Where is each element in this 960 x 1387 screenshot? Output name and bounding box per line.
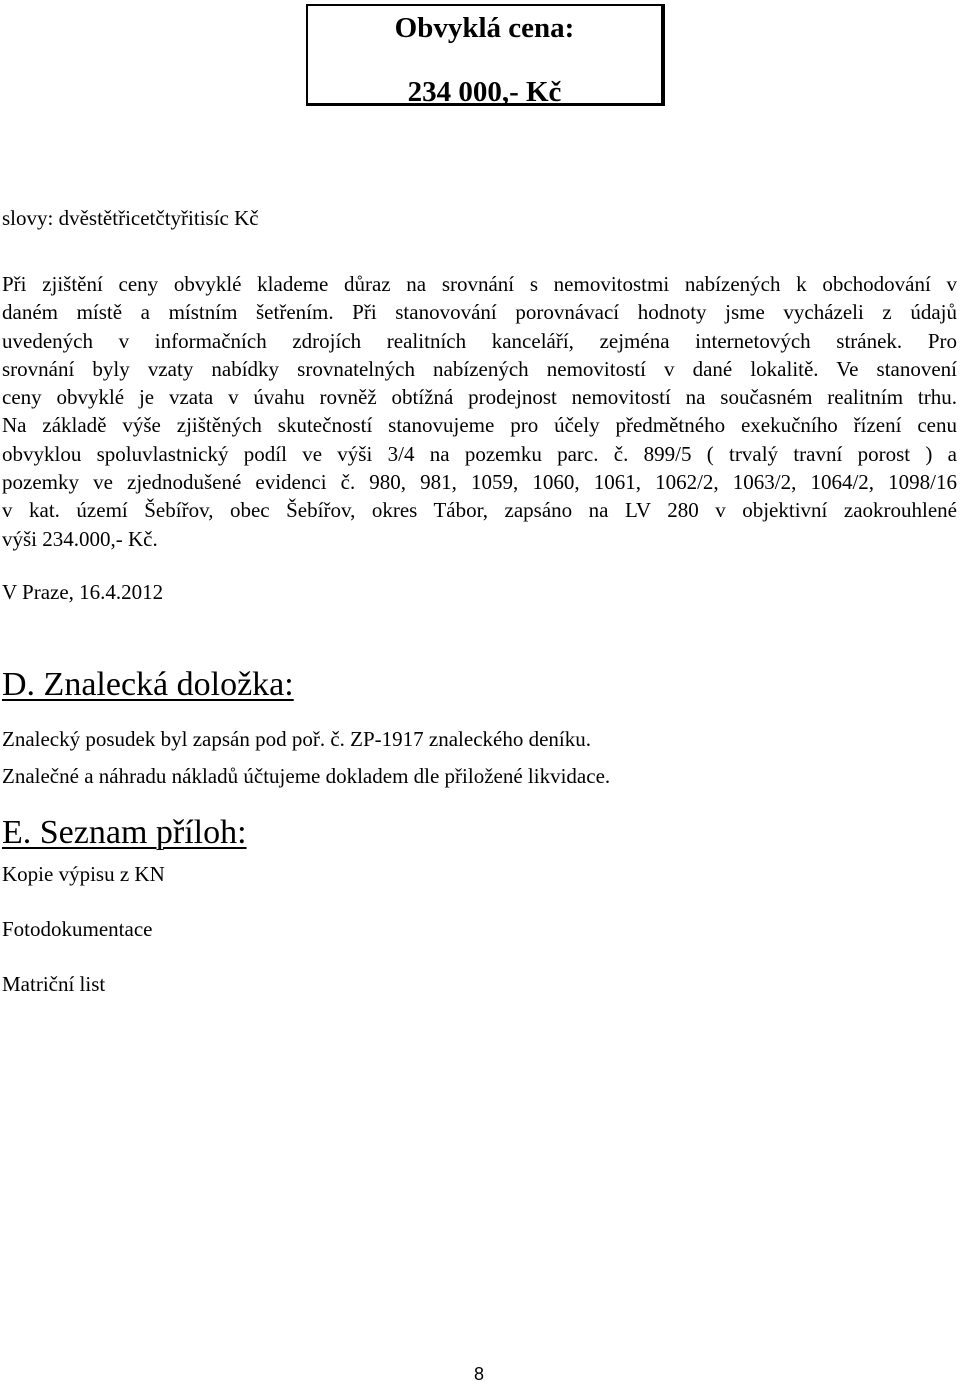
paragraph-line: uvedených v informačních zdrojích realitních kanceláří, zejména internetových stránek. Pro [2, 328, 957, 353]
section-d-line-2: Znalečné a náhradu nákladů účtujeme dokladem dle přiložené likvidace. [2, 764, 611, 788]
price-in-words: slovy: dvěstětřicetčtyřitisíc Kč [2, 206, 259, 230]
paragraph-line: daném místě a místním šetřením. Při stanovování porovnávací hodnoty jsme vycházeli z údajů [2, 300, 957, 325]
price-box [306, 4, 665, 106]
paragraph-line: Na základě výše zjištěných skutečností stanovujeme pro účely předmětného exekučního řízení cenu [2, 413, 957, 438]
attachment-item: Matriční list [2, 972, 106, 996]
valuation-paragraph [2, 270, 957, 553]
paragraph-line: pozemky ve zjednodušené evidenci č. 980, 981, 1059, 1060, 1061, 1062/2, 1063/2, 1064/2, 1098/16 [2, 470, 957, 495]
place-date: V Praze, 16.4.2012 [2, 580, 164, 604]
paragraph-line: obvyklou spoluvlastnický podíl ve výši 3/4 na pozemku parc. č. 899/5 ( trvalý travní porost ) a [2, 441, 957, 466]
paragraph-line: v kat. území Šebířov, obec Šebířov, okres Tábor, zapsáno na LV 280 v objektivní zaokrouhlené [2, 498, 957, 523]
attachment-item: Fotodokumentace [2, 917, 153, 941]
page-number: 8 [474, 1364, 485, 1384]
price-value: 234 000,- Kč [407, 76, 562, 108]
section-d-heading: D. Znalecká doložka: [2, 666, 294, 703]
section-d-line-1: Znalecký posudek byl zapsán pod poř. č. ZP-1917 znaleckého deníku. [2, 727, 591, 751]
section-e-heading: E. Seznam příloh: [2, 814, 247, 851]
paragraph-line: srovnání byly vzaty nabídky srovnatelných nabízených nemovitostí v dané lokalitě. Ve stanovení [2, 356, 957, 381]
paragraph-line: Při zjištění ceny obvyklé klademe důraz na srovnání s nemovitostmi nabízených k obchodování v [2, 272, 957, 296]
attachment-item: Kopie výpisu z KN [2, 862, 165, 886]
paragraph-line: ceny obvyklé je vzata v úvahu rovněž obtížná prodejnost nemovitostí na současném realitním trhu. [2, 385, 957, 410]
price-title: Obvyklá cena: [394, 12, 575, 44]
paragraph-line: výši 234.000,- Kč. [2, 526, 158, 551]
